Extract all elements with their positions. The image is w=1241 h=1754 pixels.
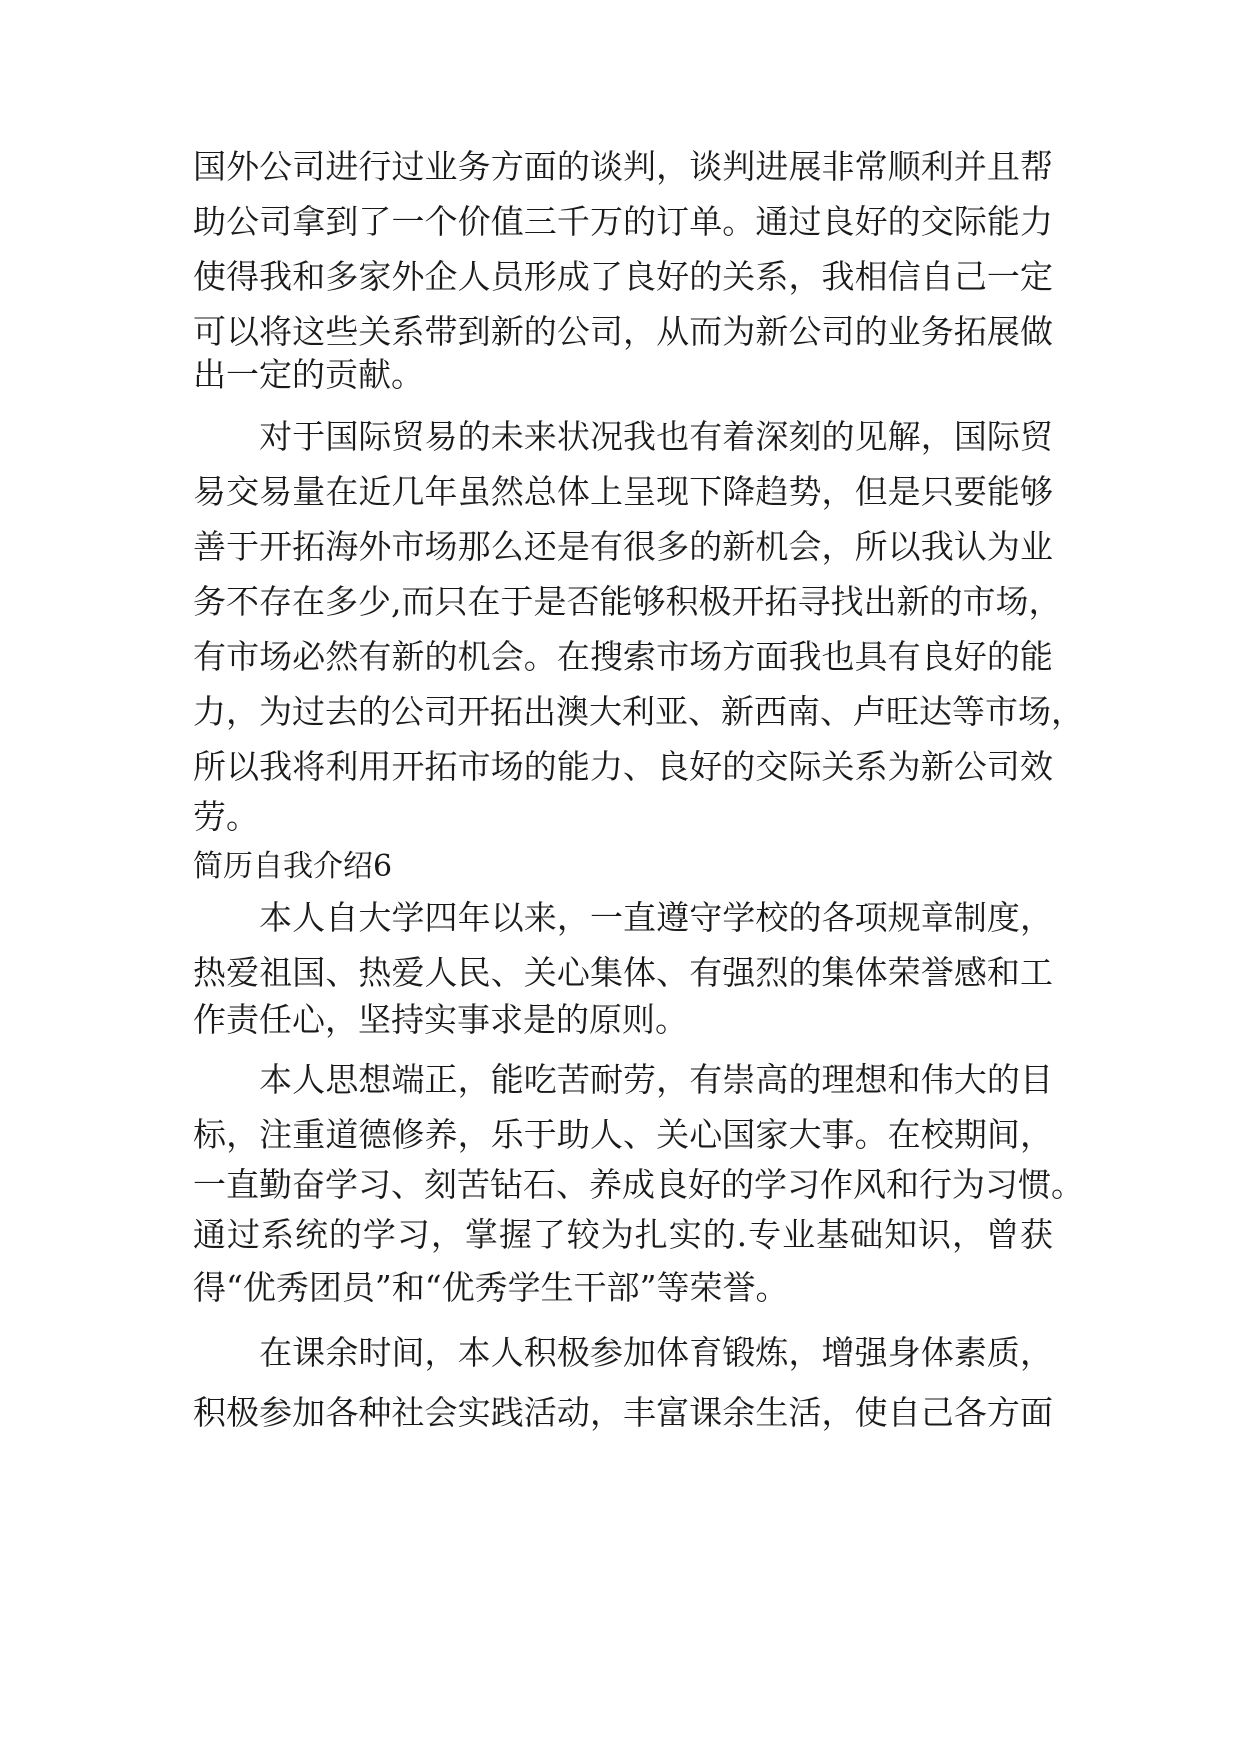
paragraph-start-line: 对于国际贸易的未来状况我也有着深刻的见解，国际贸 (193, 417, 1053, 456)
text-line: 助公司拿到了一个价值三千万的订单。通过良好的交际能力 (193, 202, 1053, 241)
text-line: 有市场必然有新的机会。在搜索市场方面我也具有良好的能 (193, 637, 1053, 676)
text-line: 所以我将利用开拓市场的能力、良好的交际关系为新公司效 (193, 747, 1053, 786)
text-line: 通过系统的学习，掌握了较为扎实的.专业基础知识，曾获 (193, 1215, 1053, 1254)
text-line: 使得我和多家外企人员形成了良好的关系，我相信自己一定 (193, 257, 1053, 296)
text-line: 易交易量在近几年虽然总体上呈现下降趋势，但是只要能够 (193, 472, 1053, 511)
text-line: 劳。 (193, 797, 259, 836)
paragraph-start-line: 本人思想端正，能吃苦耐劳，有崇高的理想和伟大的目 (193, 1060, 1053, 1099)
text-line: 务不存在多少,而只在于是否能够积极开拓寻找出新的市场， (193, 582, 1062, 621)
text-line: 一直勤奋学习、刻苦钻石、养成良好的学习作风和行为习惯。 (193, 1165, 1084, 1204)
text-line: 作责任心，坚持实事求是的原则。 (193, 1000, 688, 1039)
paragraph-start-line: 本人自大学四年以来，一直遵守学校的各项规章制度， (193, 898, 1053, 937)
text-line: 得“优秀团员”和“优秀学生干部”等荣誉。 (193, 1268, 789, 1307)
text-line: 可以将这些关系带到新的公司，从而为新公司的业务拓展做 (193, 312, 1053, 351)
text-line: 力，为过去的公司开拓出澳大利亚、新西南、卢旺达等市场， (193, 692, 1084, 731)
text-line: 标，注重道德修养，乐于助人、关心国家大事。在校期间， (193, 1115, 1053, 1154)
text-line: 积极参加各种社会实践活动，丰富课余生活，使自己各方面 (193, 1393, 1053, 1432)
text-line: 出一定的贡献。 (193, 355, 424, 394)
text-line: 国外公司进行过业务方面的谈判，谈判进展非常顺利并且帮 (193, 147, 1053, 186)
text-line: 善于开拓海外市场那么还是有很多的新机会，所以我认为业 (193, 527, 1053, 566)
section-heading: 简历自我介绍6 (193, 849, 393, 884)
text-line: 热爱祖国、热爱人民、关心集体、有强烈的集体荣誉感和工 (193, 953, 1053, 992)
paragraph-start-line: 在课余时间，本人积极参加体育锻炼，增强身体素质， (193, 1333, 1053, 1372)
